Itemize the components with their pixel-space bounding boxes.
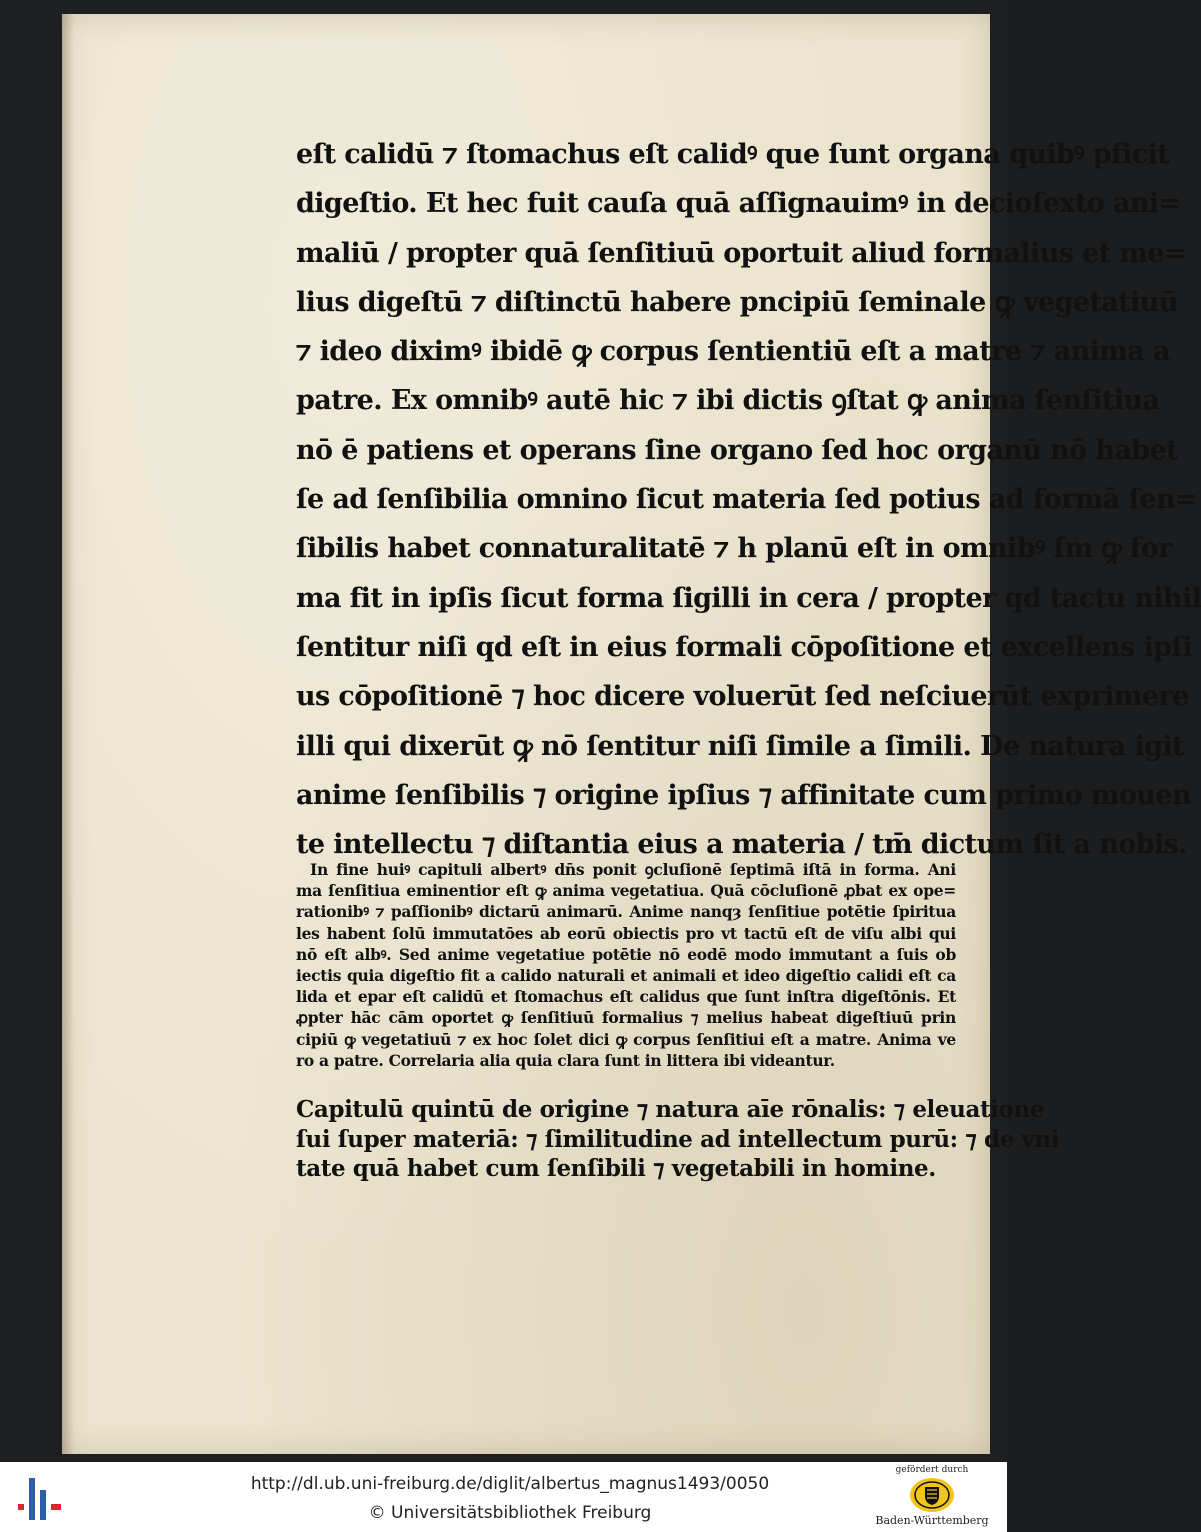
- main-text-block: [296, 130, 1201, 869]
- commentary-line: nō eſt albꝰ. Sed anime vegetatiue potētie nō eodē modo immutant a ſuis ob: [296, 944, 956, 964]
- main-text-line: ſibilis habet connaturalitatē ⁊ h planū eſt in omnibꝰ ſm ꝙ for: [296, 533, 1172, 565]
- chapter-heading-line: ſui ſuper materiā: ⁊ ſimilitudine ad intellectum purū: ⁊ de vni: [296, 1125, 1060, 1153]
- baden-wuerttemberg-seal-icon: [909, 1477, 955, 1513]
- main-text-line: ſentitur niſi qd eſt in eius formali cōpoſitione et excellens ipſi: [296, 631, 1193, 663]
- commentary-line: rationibꝰ ⁊ paſſionibꝰ dictarū animarū. Anime nanqȝ ſenſitiue potētie ſpiritua: [296, 902, 956, 922]
- funder-label: gefördert durch: [895, 1465, 969, 1475]
- commentary-line: les habent ſolū immutatōes ab eorū obiectis pro vt tactū eſt de viſu albi qui: [296, 923, 956, 943]
- commentary-block: [296, 859, 956, 1071]
- commentary-line: lida et epar eſt calidū et ſtomachus eſt calidus que ſunt inſtra digeſtōnis. Et: [296, 987, 956, 1007]
- chapter-heading: [296, 1095, 1060, 1184]
- commentary-line: In fine huiꝰ capituli albertꝰ dn̄s ponit ꝯcluſionē ſeptimā iſtā in forma. Ani: [310, 860, 956, 879]
- ub-freiburg-logo-icon[interactable]: [16, 1474, 66, 1524]
- funder-name: Baden-Württemberg: [875, 1514, 989, 1527]
- main-text-line: digeſtio. Et hec fuit cauſa quā aſſignauimꝰ in decioſexto ani=: [296, 188, 1181, 220]
- commentary-line: ꝓpter hāc cām oportet ꝙ ſenſitiuū formalius ⁊ melius habeat digeſtiuū prin: [296, 1008, 956, 1028]
- commentary-line: cipiū ꝙ vegetatiuū ⁊ ex hoc ſolet dici ꝙ corpus ſenſitiui eſt a matre. Anima ve: [296, 1029, 956, 1049]
- chapter-heading-line: Capitulū quintū de origine ⁊ natura aīe rōnalis: ⁊ eleuatione: [296, 1096, 1045, 1123]
- main-text-line: ma fit in ipſis ſicut forma ſigilli in cera / propter qd tactu nihil: [296, 582, 1201, 614]
- commentary-line: ro a patre. Correlaria alia quia clara ſunt in littera ibi videantur.: [296, 1050, 835, 1070]
- main-text-line: illi qui dixerūt ꝙ nō ſentitur niſi ſimile a ſimili. De natura igit: [296, 730, 1184, 762]
- main-text-line: te intellectu ⁊ diſtantia eius a materia / tm̄ dictum ſit a nobis.: [296, 829, 1188, 861]
- chapter-heading-line: tate quā habet cum ſenſibili ⁊ vegetabili in homine.: [296, 1155, 936, 1182]
- main-text-line: nō ē patiens et operans ſine organo ſed hoc organū nō habet: [296, 434, 1179, 466]
- commentary-line: iectis quia digeſtio fit a calido naturali et animali et ideo digeſtio calidi eſt ca: [296, 965, 956, 985]
- main-text-line: ſe ad ſenſibilia omnino ſicut materia ſed potius ad formā ſen=: [296, 484, 1198, 516]
- copyright-text: © Universitätsbibliothek Freiburg: [368, 1503, 652, 1523]
- funder-badge[interactable]: [862, 1464, 1002, 1530]
- main-text-line: anime ſenſibilis ⁊ origine ipſius ⁊ affinitate cum primo mouen: [296, 779, 1191, 811]
- document-url-link[interactable]: http://dl.ub.uni-freiburg.de/diglit/albertus_magnus1493/0050: [250, 1474, 770, 1494]
- main-text-line: lius digeſtū ⁊ diſtinctū habere pncipiū ſeminale ꝙ vegetatiuū: [296, 286, 1178, 318]
- main-text-line: ⁊ ideo diximꝰ ibidē ꝙ corpus ſentientiū eſt a matre ⁊ anima a: [296, 336, 1170, 368]
- main-text-line: us cōpoſitionē ⁊ hoc dicere voluerūt ſed neſciuerūt exprimere: [296, 681, 1189, 713]
- main-text-line: patre. Ex omnibꝰ autē hic ⁊ ibi dictis ꝯſtat ꝙ anima ſenſitiua: [296, 385, 1160, 417]
- footer-bar: [0, 1462, 1007, 1532]
- main-text-line: maliū / propter quā ſenſitiuū oportuit aliud formalius et me=: [296, 237, 1186, 269]
- main-text-line: eſt calidū ⁊ ſtomachus eſt calidꝰ que ſunt organa quibꝰ pficit: [296, 139, 1170, 170]
- commentary-line: ma ſenſitiua eminentior eſt ꝙ anima vegetatiua. Quā cōcluſionē ꝓbat ex ope=: [296, 881, 956, 901]
